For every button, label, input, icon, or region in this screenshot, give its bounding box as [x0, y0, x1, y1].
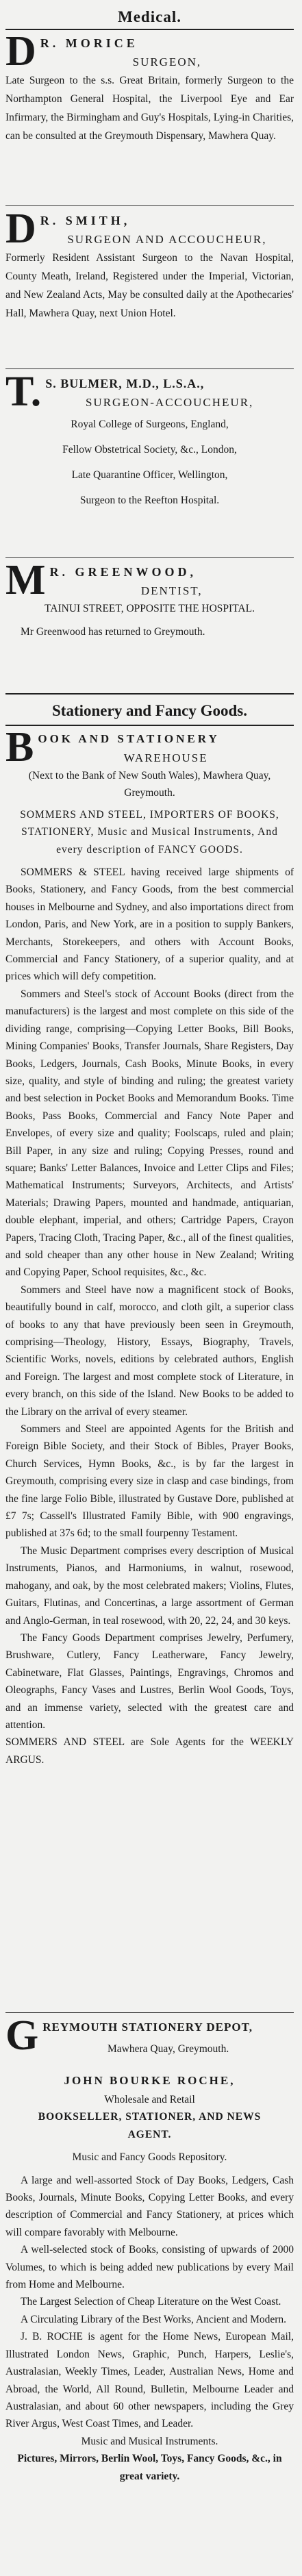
morice-name: R. MORICE	[40, 36, 138, 50]
morice-advertisement	[5, 33, 294, 201]
greymouth-depot-name: REYMOUTH STATIONERY DEPOT,	[42, 2021, 253, 2034]
roche-paragraph: J. B. ROCHE is agent for the Home News, European Mail, Illustrated London News, Graphic, Punch, Harpers, Leslie's, Australasian, Weekly Times, Leader, Australian News, Home and Abroad, the World, All Round, Bulletin, Melbourne Leader and Australasian, and about 60 other newspapers, including the Grey River Argus, West Coast Times, and Leader.	[5, 2331, 294, 2430]
bulmer-advertisement	[5, 373, 294, 553]
morice-body: Late Surgeon to the s.s. Great Britain, formerly Surgeon to the Northampton General Hospital, the Liverpool Eye and Ear Infirmary, the Birmingham and Guy's Hospitals, Lying-in Charities, can be consulted at the Greymouth Dispensary, Mawhera Quay.	[5, 75, 294, 142]
roche-title: BOOKSELLER, STATIONER, AND NEWS AGENT.	[38, 2111, 262, 2140]
section-rule	[5, 693, 294, 695]
sommers-location: (Next to the Bank of New South Wales), Mawhera Quay, Greymouth.	[28, 770, 271, 799]
bulmer-title: SURGEON-ACCOUCHEUR,	[85, 396, 254, 409]
greymouth-depot-address: Mawhera Quay, Greymouth.	[108, 2043, 229, 2055]
advert-divider	[5, 205, 294, 206]
sommers-heading: OOK AND STATIONERY	[38, 732, 220, 745]
bulmer-qualification-4: Surgeon to the Reefton Hospital.	[79, 495, 220, 506]
stationery-section-heading: Stationery and Fancy Goods.	[52, 702, 247, 719]
morice-drop-capital: D	[5, 33, 36, 75]
roche-paragraph: Music and Musical Instruments.	[81, 2435, 218, 2447]
sommers-advertisement	[5, 729, 294, 2008]
roche-advertisement	[5, 2071, 294, 2550]
sommers-paragraph: SOMMERS & STEEL having received large shipments of Books, Stationery, and Fancy Goods, from the best commercial houses in Melbourne and Sydney, and also importations direct from London, Paris, and New York, are in a position to supply Bankers, Merchants, Storekeepers, and others with Account Books, Commercial and Fancy Stationery, of a superior quality, and at prices which will defy competition.	[5, 866, 294, 983]
roche-closing: Pictures, Mirrors, Berlin Wool, Toys, Fancy Goods, &c., in great variety.	[17, 2453, 282, 2482]
roche-trade: Wholesale and Retail	[104, 2094, 195, 2105]
sommers-paragraph: Sommers and Steel's stock of Account Books (direct from the manufacturers) is the largest and most complete on this side of the dividing range, comprising—Copying Letter Books, Bill Books, Mining Companies' Books, Transfer Journals, Share Registers, Day Books, Ledgers, Journals, Cash Books, Minute Books, in every size, quality, and style of binding and ruling; the greatest variety and best selection in Pocket Books and Memorandum Books. Time Books, Pass Books, Commercial and Fancy Note Paper and Envelopes, of every size and quality; Foolscaps, ruled and plain; Bill Paper, in any size and ruling; Copying Presses, round and square; Banks' Letter Balances, Invoice and Letter Clips and Files; Mathematical Instruments; Surveyors, Architects, and Artists' Materials; Drawing Papers, mounted and handmade, antiquarian, double elephant, imperial, and others; Cartridge Papers, Crayon Papers, Tracing Cloth, Tracing Paper, &c., all of the finest qualities, and sold cheaper than any other house in New Zealand; Writing and Copying Paper, School requisites, &c., &c.	[5, 988, 294, 1279]
greymouth-drop-capital: G	[5, 2017, 39, 2059]
roche-paragraph: A large and well-assorted Stock of Day Books, Ledgers, Cash Books, Journals, Minute Books, Copying Letter Books, and every description of Commercial and Fancy Stationery, at prices which will compare favorably with Melbourne.	[5, 2174, 294, 2238]
roche-paragraph: The Largest Selection of Cheap Literature on the West Coast.	[21, 2296, 281, 2308]
sommers-paragraph: The Fancy Goods Department comprises Jewelry, Perfumery, Brushware, Cutlery, Fancy Leatherware, Fancy Jewelry, Cabinetware, Flat Glasses, Paintings, Engravings, Chromos and Oleographs, Fancy Vases and Lustres, Berlin Wool Goods, Toys, and an immense variety, selected with the greatest care and attention.	[5, 1631, 294, 1731]
greenwood-address: TAINUI STREET, OPPOSITE THE HOSPITAL.	[45, 603, 255, 614]
roche-paragraph: A Circulating Library of the Best Works, Ancient and Modern.	[21, 2313, 287, 2325]
bulmer-drop-capital: T.	[5, 373, 42, 415]
morice-title: SURGEON,	[132, 55, 202, 68]
section-rule	[5, 29, 294, 30]
sommers-firm: SOMMERS AND STEEL, IMPORTERS OF BOOKS, STATIONERY, Music and Musical Instruments, And every description of FANCY GOODS.	[20, 808, 279, 855]
bulmer-qualification-3: Late Quarantine Officer, Wellington,	[71, 469, 228, 481]
sommers-paragraph: Sommers and Steel are appointed Agents for the British and Foreign Bible Society, and their Stock of Bibles, Prayer Books, Church Services, Hymn Books, &c., is by far the largest in Greymouth, comprising every size in clasp and case bindings, from the fine large Folio Bible, illustrated by Gustave Dore, published at £7 7s; Cassell's Illustrated Family Bible, with 900 engravings, published at 37s 6d; to the small fourpenny Testament.	[5, 1423, 294, 1540]
greenwood-advertisement	[5, 562, 294, 690]
smith-name: R. SMITH,	[40, 214, 131, 227]
roche-name: JOHN BOURKE ROCHE,	[64, 2074, 236, 2087]
sommers-warehouse: WAREHOUSE	[123, 751, 208, 764]
roche-paragraph: A well-selected stock of Books, consisting of upwards of 2000 Volumes, to which is being added new publications by every Mail from Home and Melbourne.	[5, 2244, 294, 2291]
smith-body: Formerly Resident Assistant Surgeon to the Navan Hospital, County Meath, Ireland, Registered under the Imperial, Victorian, and New Zealand Acts, May be consulted daily at the Apothecaries' Hall, Mawhera Quay, next Union Hotel.	[5, 252, 294, 319]
smith-title: SURGEON AND ACCOUCHEUR,	[67, 233, 267, 246]
greenwood-name: R. GREENWOOD,	[49, 565, 197, 579]
advert-divider	[5, 557, 294, 558]
advert-divider	[5, 2012, 294, 2013]
greymouth-depot-advertisement	[5, 2017, 294, 2071]
greenwood-title: DENTIST,	[140, 584, 203, 597]
roche-subtitle: Music and Fancy Goods Repository.	[72, 2151, 227, 2164]
section-rule	[5, 725, 294, 726]
sommers-drop-capital: B	[5, 729, 34, 771]
smith-drop-capital: D	[5, 210, 36, 252]
greenwood-drop-capital: M	[5, 562, 46, 603]
greenwood-body: Mr Greenwood has returned to Greymouth.	[21, 626, 205, 638]
bulmer-qualification-2: Fellow Obstetrical Society, &c., London,	[62, 444, 237, 455]
medical-section-heading: Medical.	[118, 8, 181, 25]
sommers-paragraph: The Music Department comprises every description of Musical Instruments, Pianos, and Harmoniums, in walnut, rosewood, mahogany, and oak, by the most celebrated makers; Violins, Flutes, Guitars, Flutinas, and Concertinas, a large assortment of German and Anglo-German, in teal rosewood, with 20, 22, 24, and 30 keys.	[5, 1545, 294, 1627]
smith-advertisement	[5, 210, 294, 364]
sommers-paragraph: Sommers and Steel have now a magnificent stock of Books, beautifully bound in calf, morocco, and cloth gilt, a superior class of books to any that have previously been seen in Greymouth, comprising—Theology, History, Essays, Biography, Travels, Scientific Works, novels, editions by celebrated authors, English and Foreign. The largest and most complete stock of Literature, in every branch, on this side of the Island. New Books to be added to the Library on the arrival of every steamer.	[5, 1284, 294, 1418]
bulmer-qualification-1: Royal College of Surgeons, England,	[71, 418, 229, 430]
advert-divider	[5, 368, 294, 369]
sommers-agents-note: SOMMERS AND STEEL are Sole Agents for the WEEKLY ARGUS.	[5, 1736, 294, 1766]
bulmer-name: S. BULMER, M.D., L.S.A.,	[45, 377, 205, 390]
